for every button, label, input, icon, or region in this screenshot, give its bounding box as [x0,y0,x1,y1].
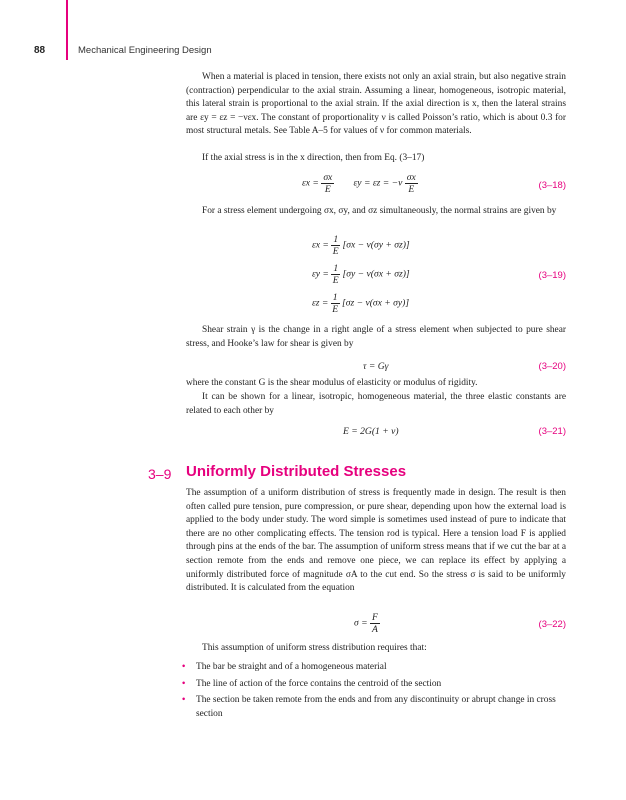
requirements-list [180,661,566,724]
equation-3-22: σ = $\frac{F}{A}$ [354,612,378,635]
page-number: 88 [34,45,46,56]
equation-3-19-line-1: εx = $\frac{1}{E}$ [σx − ν(σy + σz)] [312,234,410,257]
section-title: Uniformly Distributed Stresses [186,463,407,480]
equation-number: (3–22) [538,619,566,630]
running-head: Mechanical Engineering Design [78,45,212,56]
fraction: $\frac{\sigma x}{E}$ [406,172,416,195]
paragraph-axial: If the axial stress is in the x direction, then from Eq. (3–17) [202,153,425,163]
header-rule [66,0,68,60]
paragraph-shear: Shear strain γ is the change in a right angle of a stress element when subjected to pure shear stress, and Hooke’s law for shear is given by [186,325,566,349]
equation-number: (3–19) [538,270,566,281]
paragraph-requirements: This assumption of uniform stress distribution requires that: [202,643,427,653]
list-item: • The line of action of the force contains the centroid of the section [180,678,566,692]
bullet-icon: • [182,662,186,672]
fraction: $\frac{\sigma x}{E}$ [323,172,333,195]
equation-number: (3–18) [538,180,566,191]
eq-lhs: εy = εz = −ν [353,177,403,189]
equation-3-19-line-3: εz = $\frac{1}{E}$ [σz − ν(σx + σy)] [312,292,410,315]
equation-number: (3–21) [538,426,566,437]
equation-3-18 [302,172,418,195]
equation-3-21: E = 2G(1 + ν) [343,426,399,437]
paragraph-shear-modulus: where the constant G is the shear modulus of elasticity or modulus of rigidity. [186,378,478,388]
bullet-icon: • [182,678,186,689]
paragraph-poisson: When a material is placed in tension, there exists not only an axial strain, but also negative strain (contraction) perpendicular to the axial strain. Assuming a linear, homogeneous, isotropic material, this lateral strain is proportional to the axial strain. If the axial direction is x, then the lateral strains are εy = εz = −νεx. The constant of proportionality ν is called Poisson’s ratio, which is about 0.3 for most structural metals. See Table A–5 for values of ν for common materials. [186,72,566,137]
paragraph-uniform-stress: The assumption of a uniform distribution of stress is frequently made in design. The result is then often called pure tension, pure compression, or pure shear, depending upon how the external load is applied to the body under study. The word simple is sometimes used instead of pure to indicate that there are no other complicating effects. The tension rod is typical. Here a tension load F is applied through pins at the ends of the bar. The assumption of uniform stress means that if we cut the bar at a section remote from the ends and remove one piece, we can replace its effect by applying a uniformly distributed force of magnitude σA to the cut end. So the stress σ is said to be uniformly distributed. It is calculated from the equation [186,488,566,594]
bullet-icon: • [182,695,186,706]
section-number: 3–9 [148,466,172,482]
equation-3-20: τ = Gγ [363,361,389,372]
equation-3-19-line-2: εy = $\frac{1}{E}$ [σy − ν(σx + σz)] [312,263,410,286]
paragraph-normal-strains: For a stress element undergoing σx, σy, and σz simultaneously, the normal strains are given by [202,206,557,216]
eq-lhs: εx = [302,177,319,189]
list-item: • The section be taken remote from the ends and from any discontinuity or abrupt change in cross section [182,695,556,719]
equation-number: (3–20) [538,361,566,372]
paragraph-elastic-constants: It can be shown for a linear, isotropic, homogeneous material, the three elastic constants are related to each other by [186,392,566,416]
list-item: • The bar be straight and of a homogeneous material [180,661,566,675]
